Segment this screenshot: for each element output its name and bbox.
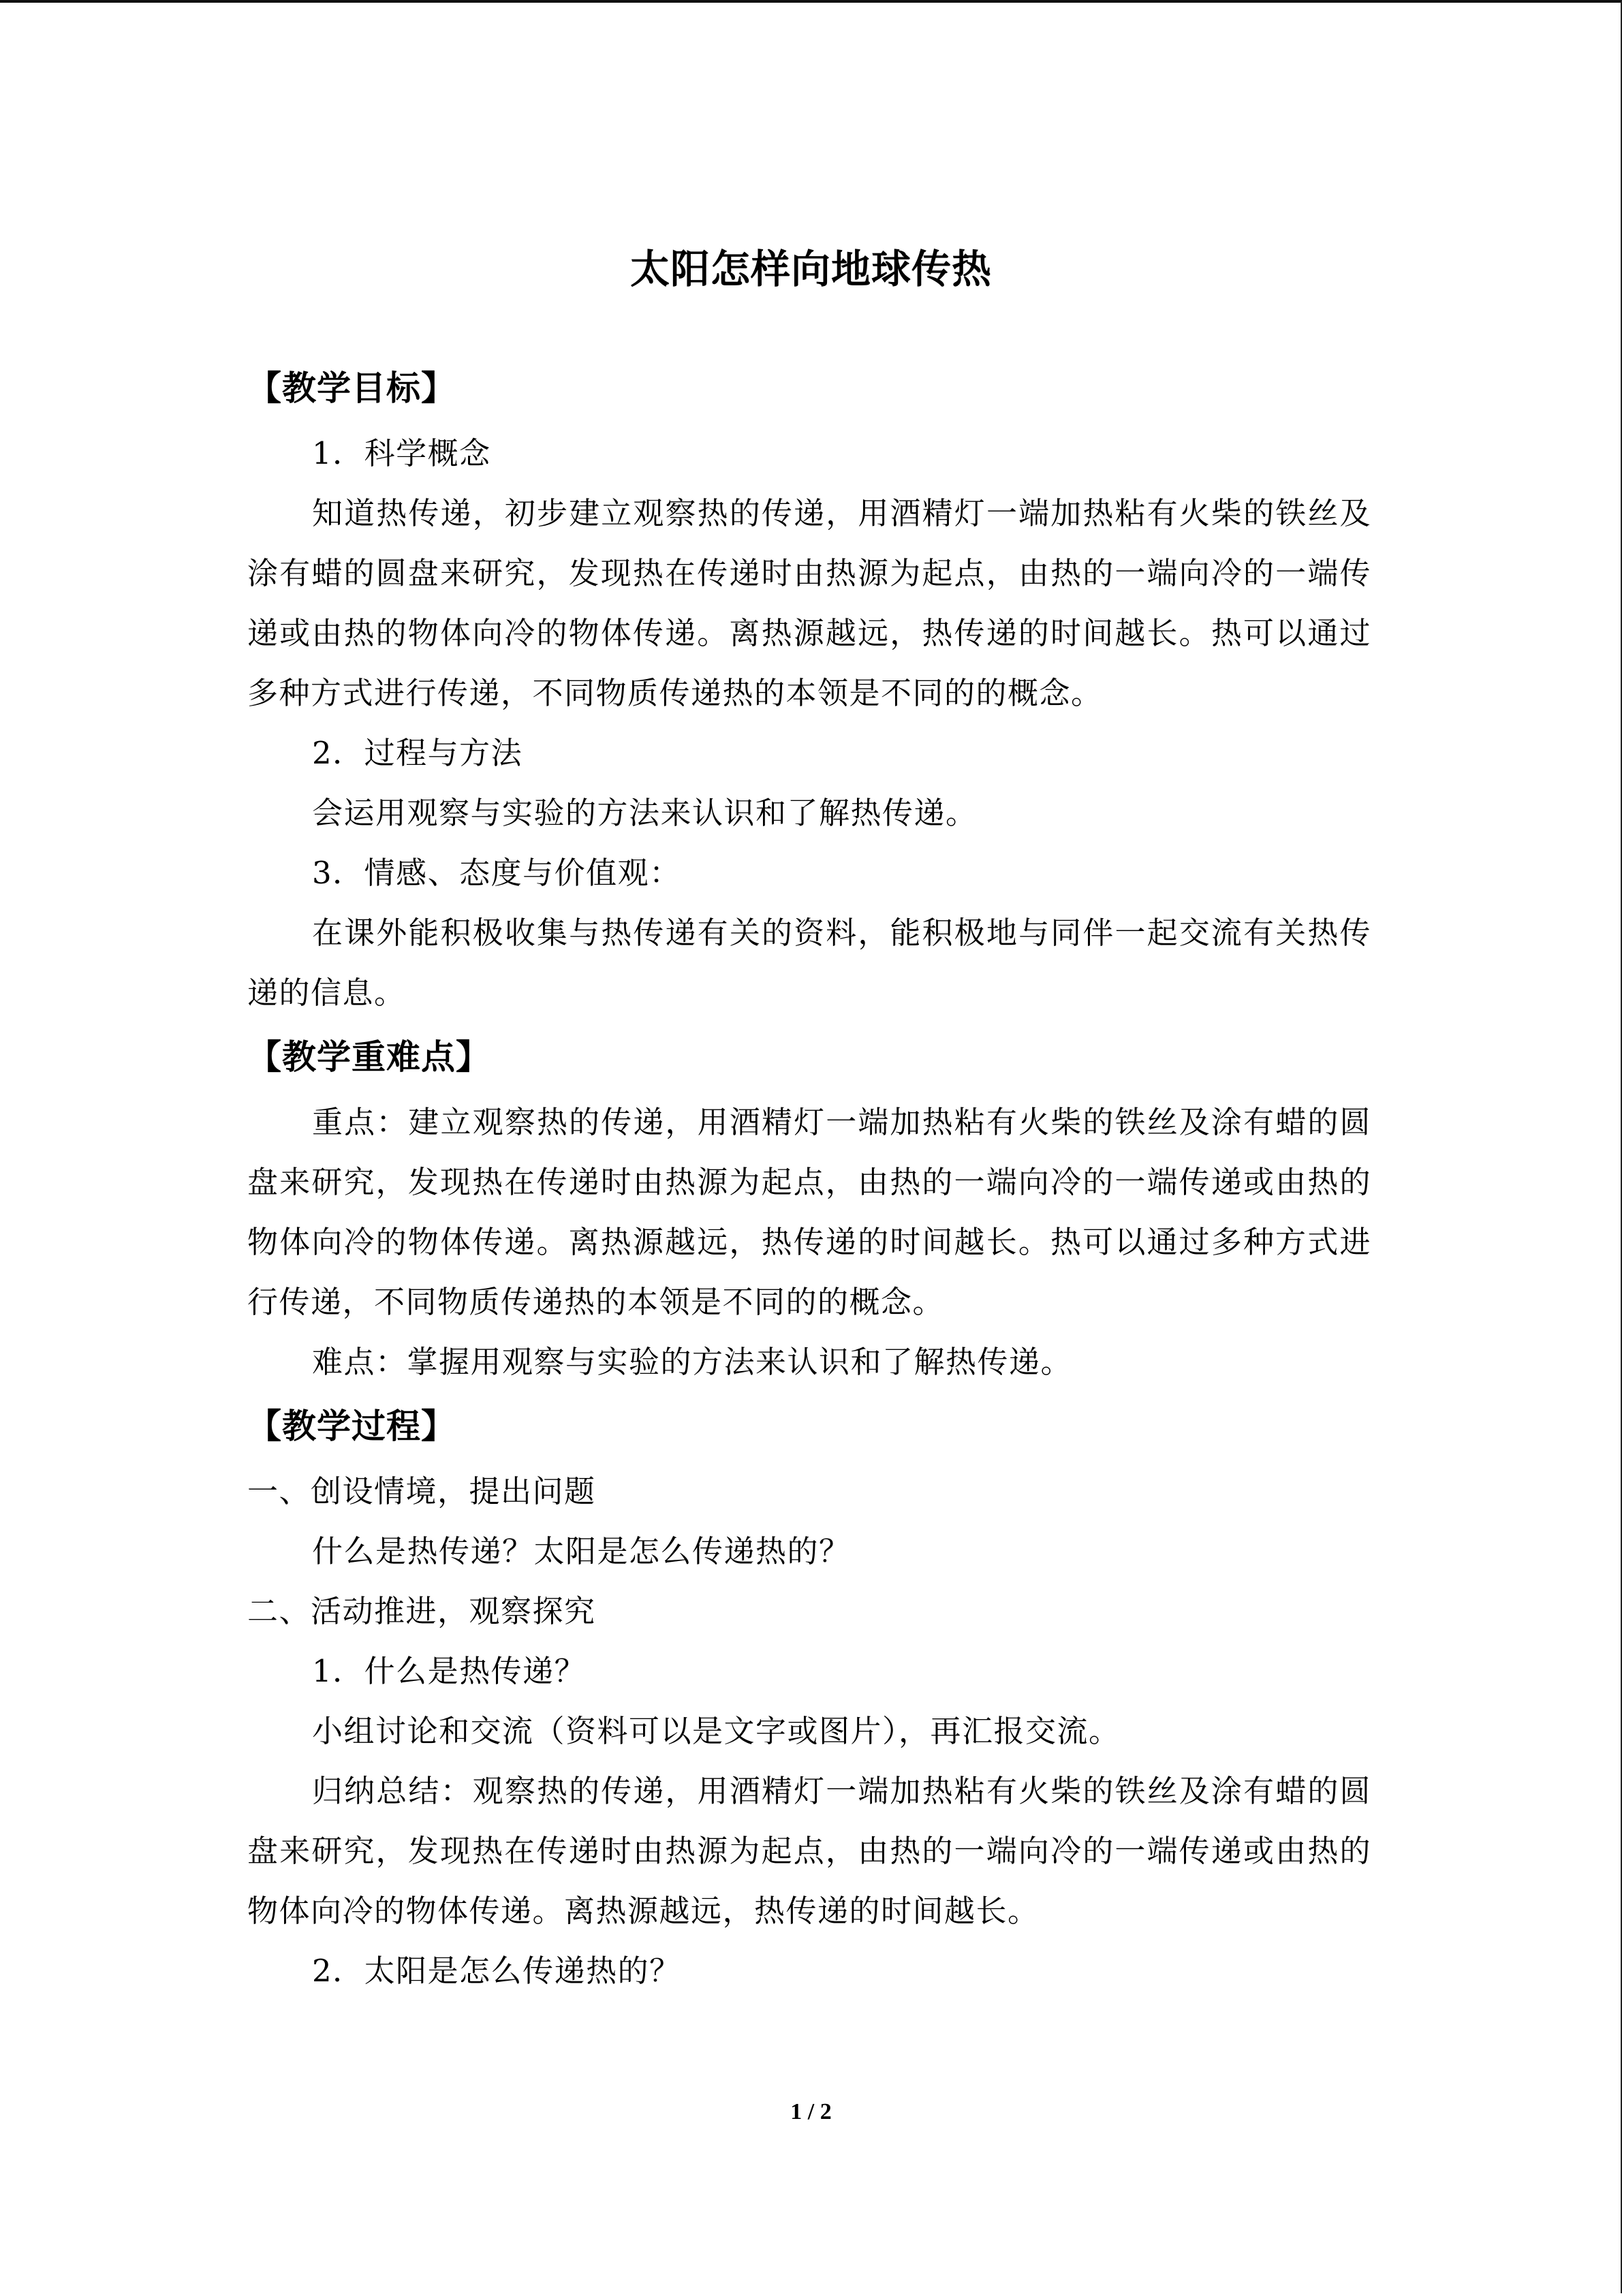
- paragraph: 小组讨论和交流（资料可以是文字或图片），再汇报交流。: [312, 1713, 1121, 1749]
- paragraph: 知道热传递，初步建立观察热的传递，用酒精灯一端加热粘有火柴的铁丝及涂有蜡的圆盘来研究，发现热在传递时由热源为起点，由热的一端向冷的一端传递或由热的物体向冷的物体传递。离热源越远，热传递的时间越长。热可以通过多种方式进行传递，不同物质传递热的本领是不同的的概念。: [247, 495, 1371, 711]
- page-number: 1 / 2: [790, 2099, 832, 2124]
- section-heading: 【教学目标】: [247, 368, 456, 408]
- document-body: [247, 357, 1371, 2001]
- section-key-difficult-points: [247, 1026, 1371, 1392]
- section-heading: 【教学重难点】: [247, 1037, 490, 1077]
- subheading: 1．什么是热传递？: [312, 1653, 587, 1689]
- step-heading: 二、活动推进，观察探究: [247, 1593, 596, 1629]
- subheading-emotion-values: 3．情感、态度与价值观：: [312, 855, 681, 891]
- paragraph: 什么是热传递？太阳是怎么传递热的？: [312, 1533, 851, 1569]
- paragraph-key-point: 重点：建立观察热的传递，用酒精灯一端加热粘有火柴的铁丝及涂有蜡的圆盘来研究，发现热在传递时由热源为起点，由热的一端向冷的一端传递或由热的物体向冷的物体传递。离热源越远，热传递的时间越长。热可以通过多种方式进行传递，不同物质传递热的本领是不同的的概念。: [247, 1104, 1371, 1320]
- paragraph: 归纳总结：观察热的传递，用酒精灯一端加热粘有火柴的铁丝及涂有蜡的圆盘来研究，发现热在传递时由热源为起点，由热的一端向冷的一端传递或由热的物体向冷的物体传递。离热源越远，热传递的时间越长。: [247, 1773, 1371, 1929]
- step-heading: 一、创设情境，提出问题: [247, 1473, 596, 1509]
- subheading: 2．太阳是怎么传递热的？: [312, 1953, 681, 1989]
- section-heading: 【教学过程】: [247, 1406, 456, 1446]
- paragraph: 在课外能积极收集与热传递有关的资料，能积极地与同伴一起交流有关热传递的信息。: [247, 915, 1371, 1011]
- subheading-science-concept: 1．科学概念: [312, 435, 491, 471]
- document-title: 太阳怎样向地球传热: [629, 245, 992, 292]
- section-teaching-objectives: [247, 357, 1371, 1023]
- subheading-process-method: 2．过程与方法: [312, 735, 523, 771]
- section-teaching-process: [247, 1395, 1371, 2001]
- document-page: [0, 3, 1622, 2296]
- paragraph: 会运用观察与实验的方法来认识和了解热传递。: [312, 795, 978, 831]
- paragraph-difficult-point: 难点：掌握用观察与实验的方法来认识和了解热传递。: [312, 1344, 1073, 1380]
